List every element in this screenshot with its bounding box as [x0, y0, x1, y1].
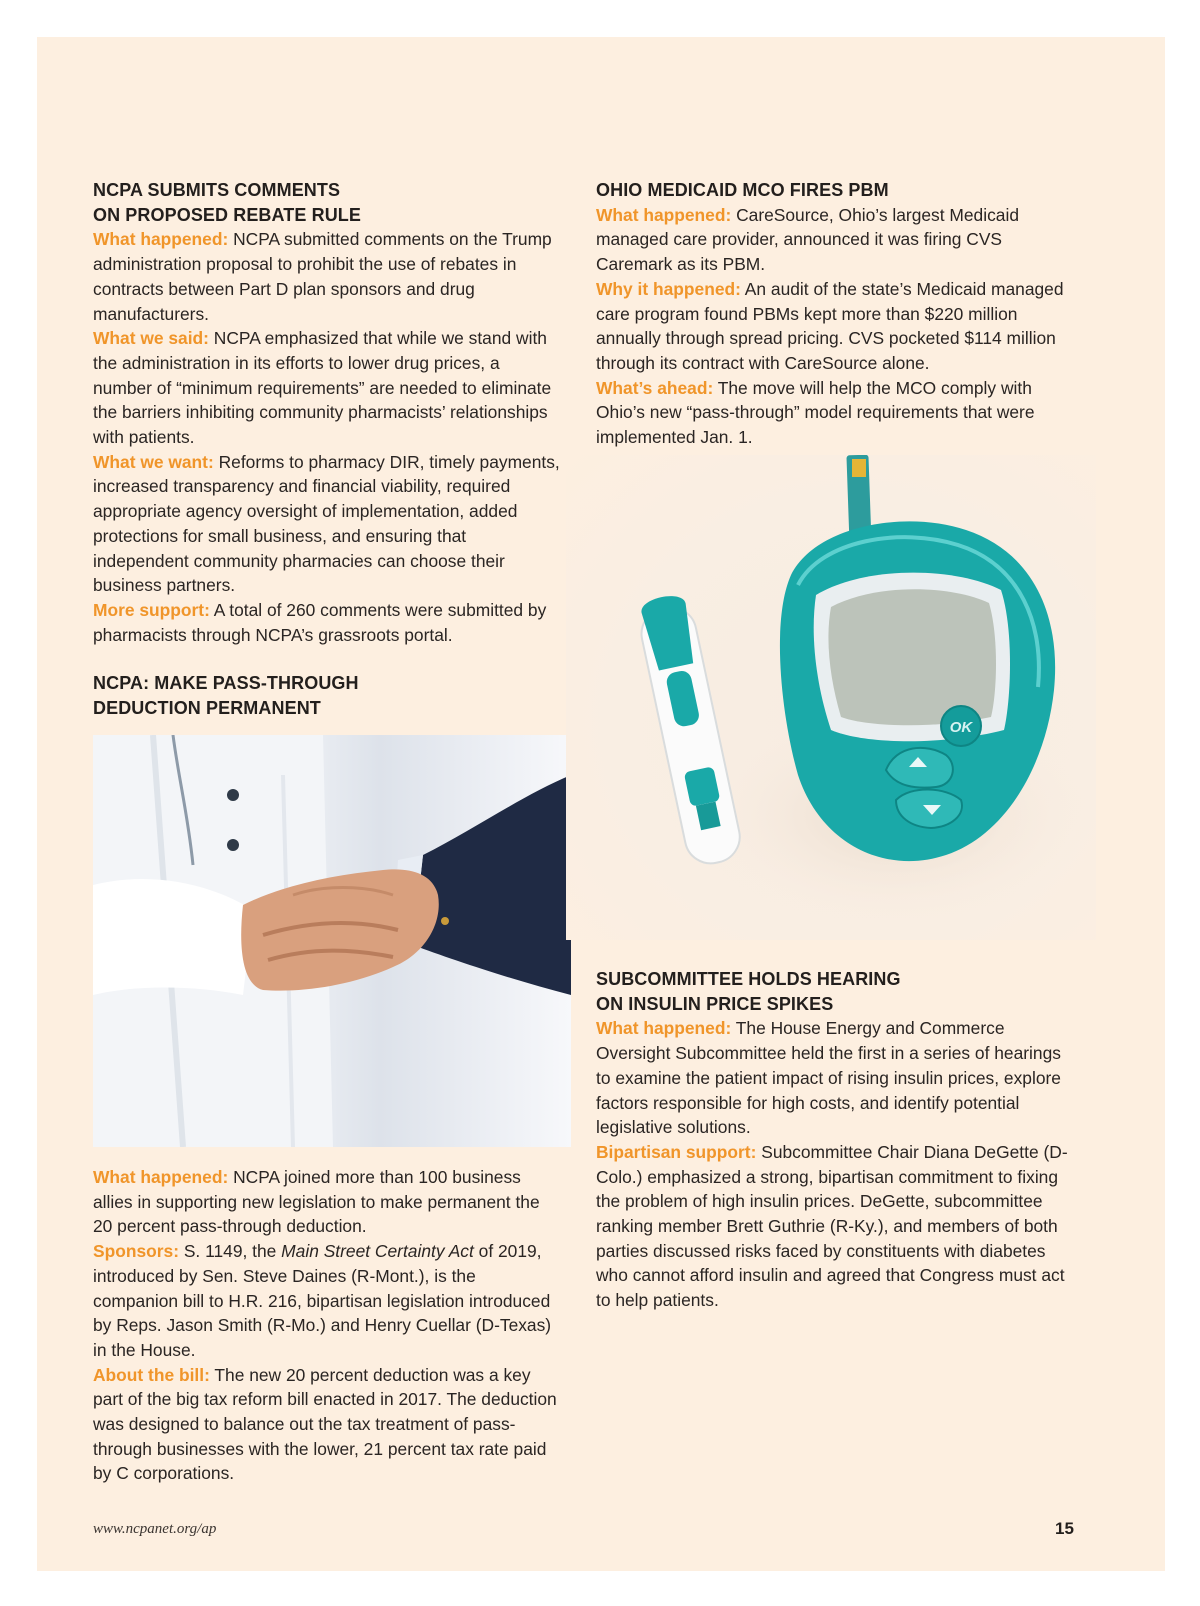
paragraph-about-the-bill — [93, 1363, 563, 1487]
paragraph-what-we-said — [93, 326, 563, 450]
left-column-continued — [93, 1165, 563, 1486]
article-title — [93, 178, 563, 227]
text-what-we-said: NCPA emphasized that while we stand with the administration in its efforts to lower drug prices, a number of “minimum requirements” are needed to eliminate the barriers inhibiting community pharmacists’ relationships with patients. — [93, 328, 552, 448]
article-title-line2: ON INSULIN PRICE SPIKES — [596, 993, 834, 1014]
text-what-happened: NCPA joined more than 100 business allies in supporting new legislation to make permanent the 20 percent pass-through deduction. — [93, 1167, 540, 1237]
text-bipartisan-support: Subcommittee Chair Diana DeGette (D-Colo.) emphasized a strong, bipartisan commitment to fixing the problem of high insulin prices. DeGette, subcommittee ranking member Brett Guthrie (R-Ky.), and members of both parties discussed risks faced by constituents with diabetes who cannot afford insulin and agreed that Congress must act to help patients. — [596, 1141, 1068, 1311]
article-pass-through — [93, 671, 563, 720]
text-sponsors-b: of 2019, introduced by Sen. Steve Daines (R-Mont.), is the companion bill to H.R. 216, bipartisan legislation introduced by Reps. Jason Smith (R-Mo.) and Henry Cuellar (D-Texas) in the House. — [93, 1241, 552, 1360]
paragraph-what-happened — [93, 1165, 563, 1239]
text-about-the-bill: The new 20 percent deduction was a key part of the big tax reform bill enacted in 2017. The deduction was designed to balance out the tax treatment of pass-through businesses with the lower, 21 percent tax rate paid by C corporations. — [93, 1364, 557, 1484]
footer-url[interactable]: www.ncpanet.org/ap — [93, 1521, 217, 1537]
article-title — [93, 671, 563, 720]
article-title — [596, 967, 1076, 1016]
right-column — [596, 178, 1076, 450]
text-what-happened: CareSource, Ohio’s largest Medicaid managed care provider, announced it was firing CVS Caremark as its PBM. — [596, 204, 1019, 275]
glucometer-photo — [566, 455, 1096, 940]
label-what-we-want: What we want: — [93, 451, 214, 472]
handshake-illustration — [93, 735, 571, 1147]
paragraph-sponsors — [93, 1239, 563, 1363]
text-why-it-happened: An audit of the state’s Medicaid managed care program found PBMs kept more than $220 million annually through spread pricing. CVS pocketed $114 million through its contract with CareSource alone. — [596, 278, 1064, 373]
text-whats-ahead: The move will help the MCO comply with Ohio’s new “pass-through” model requirements that were implemented Jan. 1. — [596, 377, 1035, 448]
label-why-it-happened: Why it happened: — [596, 278, 741, 299]
text-sponsors-a: S. 1149, the — [179, 1241, 282, 1262]
label-what-happened: What happened: — [596, 1018, 732, 1039]
handshake-photo — [93, 735, 571, 1147]
meter-ok-label: OK — [949, 719, 973, 736]
label-what-happened: What happened: — [93, 229, 229, 250]
text-what-we-want: Reforms to pharmacy DIR, timely payments, increased transparency and financial viability, required appropriate agency oversight of implementation, added protections for small business, and ensuring that independent community pharmacies can choose their business partners. — [93, 451, 560, 596]
label-sponsors: Sponsors: — [93, 1241, 179, 1262]
paragraph-why-it-happened — [596, 277, 1076, 376]
label-more-support: More support: — [93, 599, 210, 620]
label-what-we-said: What we said: — [93, 328, 209, 349]
article-insulin-hearing — [596, 967, 1076, 1313]
article-title-line1: NCPA SUBMITS COMMENTS — [93, 180, 341, 200]
label-what-happened: What happened: — [596, 204, 732, 225]
left-column — [93, 178, 563, 721]
paragraph-more-support — [93, 598, 563, 647]
paragraph-what-happened — [596, 1016, 1076, 1140]
article-rebate-rule — [93, 178, 563, 647]
paragraph-what-happened — [93, 227, 563, 326]
article-title-line1: NCPA: MAKE PASS-THROUGH — [93, 673, 359, 694]
label-what-happened: What happened: — [93, 1167, 229, 1187]
article-title-line2: DEDUCTION PERMANENT — [93, 698, 321, 719]
text-what-happened: NCPA submitted comments on the Trump administration proposal to prohibit the use of rebates in contracts between Part D plan sponsors and drug manufacturers. — [93, 229, 552, 324]
text-more-support: A total of 260 comments were submitted by pharmacists through NCPA’s grassroots portal. — [93, 599, 547, 645]
glucometer-illustration — [566, 455, 1096, 940]
article-title-line1: SUBCOMMITTEE HOLDS HEARING — [596, 969, 901, 989]
paragraph-whats-ahead — [596, 376, 1076, 450]
right-column-continued — [596, 967, 1076, 1313]
paragraph-what-we-want — [93, 450, 563, 598]
paragraph-what-happened — [596, 203, 1076, 277]
article-title: OHIO MEDICAID MCO FIRES PBM — [596, 180, 889, 200]
paragraph-bipartisan-support — [596, 1140, 1076, 1313]
text-what-happened: The House Energy and Commerce Oversight Subcommittee held the first in a series of hearings to examine the patient impact of rising insulin prices, explore factors responsible for high costs, and identify potential legislative solutions. — [596, 1018, 1061, 1138]
label-bipartisan-support: Bipartisan support: — [596, 1141, 757, 1162]
page-number: 15 — [1055, 1519, 1074, 1538]
bill-name: Main Street Certainty Act — [281, 1241, 474, 1262]
label-whats-ahead: What’s ahead: — [596, 377, 714, 398]
label-about-the-bill: About the bill: — [93, 1364, 210, 1385]
article-title-line2: ON PROPOSED REBATE RULE — [93, 204, 361, 225]
article-ohio-medicaid — [596, 178, 1076, 450]
